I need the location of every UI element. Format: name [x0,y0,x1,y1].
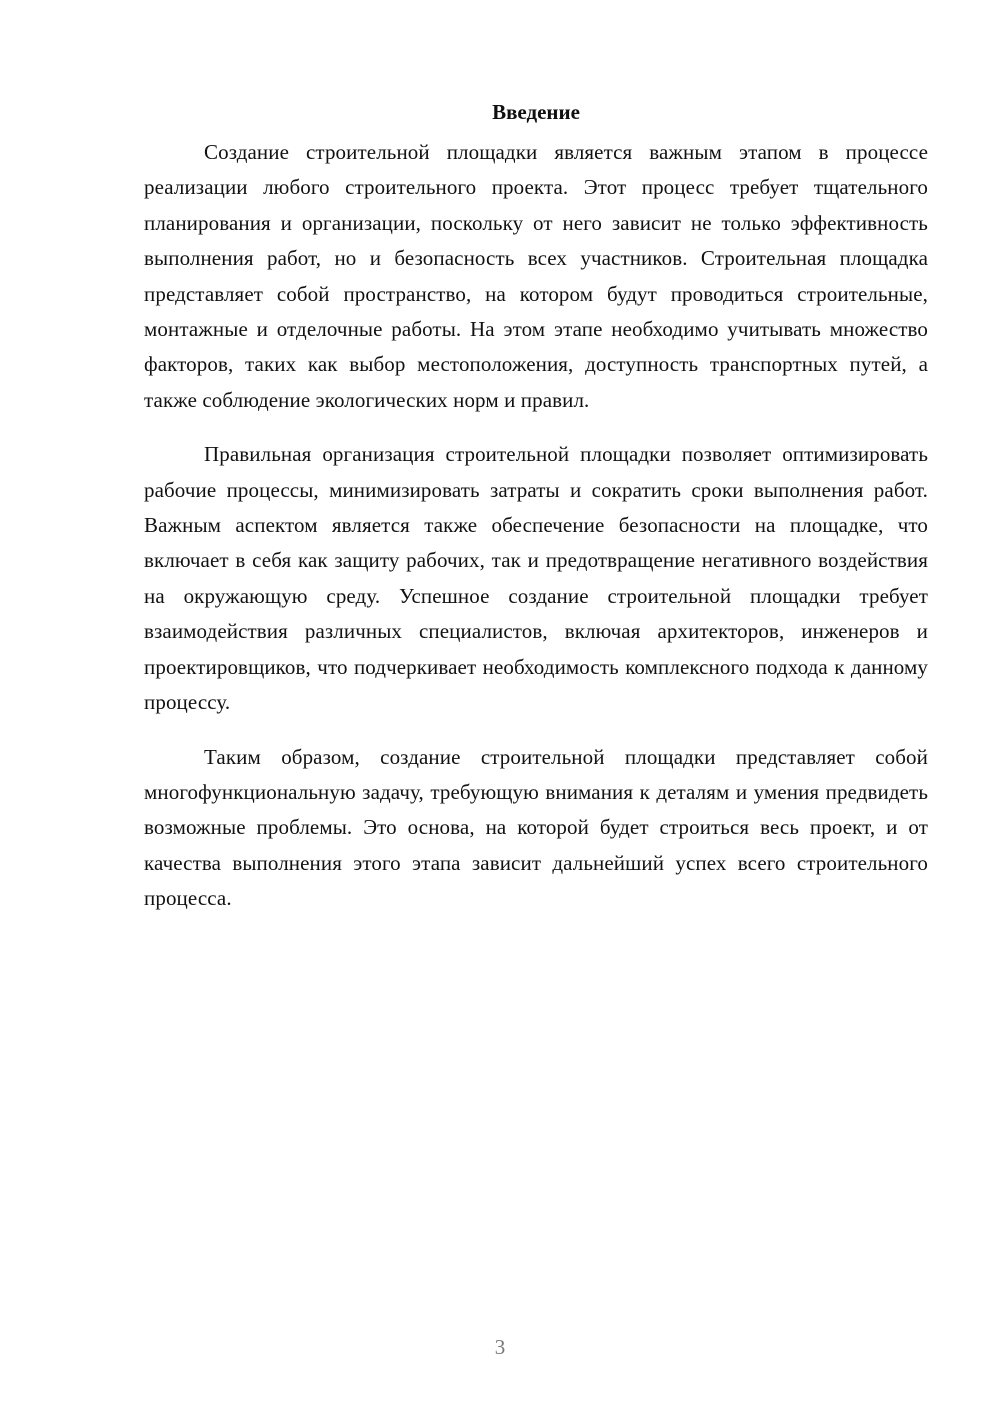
paragraph-3: Таким образом, создание строительной площадки представляет собой многофункциональную задачу, требующую внимания к деталям и умения предвидеть возможные проблемы. Это основа, на которой будет строиться весь проект, и от качества выполнения этого этапа зависит дальнейший успех всего строительного процесса. [144,744,928,911]
page-number: 3 [494,1335,506,1359]
section-title: Введение [492,100,580,124]
paragraph-1: Создание строительной площадки является важным этапом в процессе реализации любого строительного проекта. Этот процесс требует тщательного планирования и организации, поскольку от него зависит не только эффективность выполнения работ, но и безопасность всех участников. Строительная площадка представляет собой пространство, на котором будут проводиться строительные, монтажные и отделочные работы. На этом этапе необходимо учитывать множество факторов, таких как выбор местоположения, доступность транспортных путей, а также соблюдение экологических норм и правил. [144,140,928,412]
paragraph-2: Правильная организация строительной площадки позволяет оптимизировать рабочие процессы, минимизировать затраты и сократить сроки выполнения работ. Важным аспектом является также обеспечение безопасности на площадке, что включает в себя как защиту рабочих, так и предотвращение негативного воздействия на окружающую среду. Успешное создание строительной площадки требует взаимодействия различных специалистов, включая архитекторов, инженеров и проектировщиков, что подчеркивает необходимость комплексного подхода к данному процессу. [144,442,928,715]
page-content [144,98,928,936]
